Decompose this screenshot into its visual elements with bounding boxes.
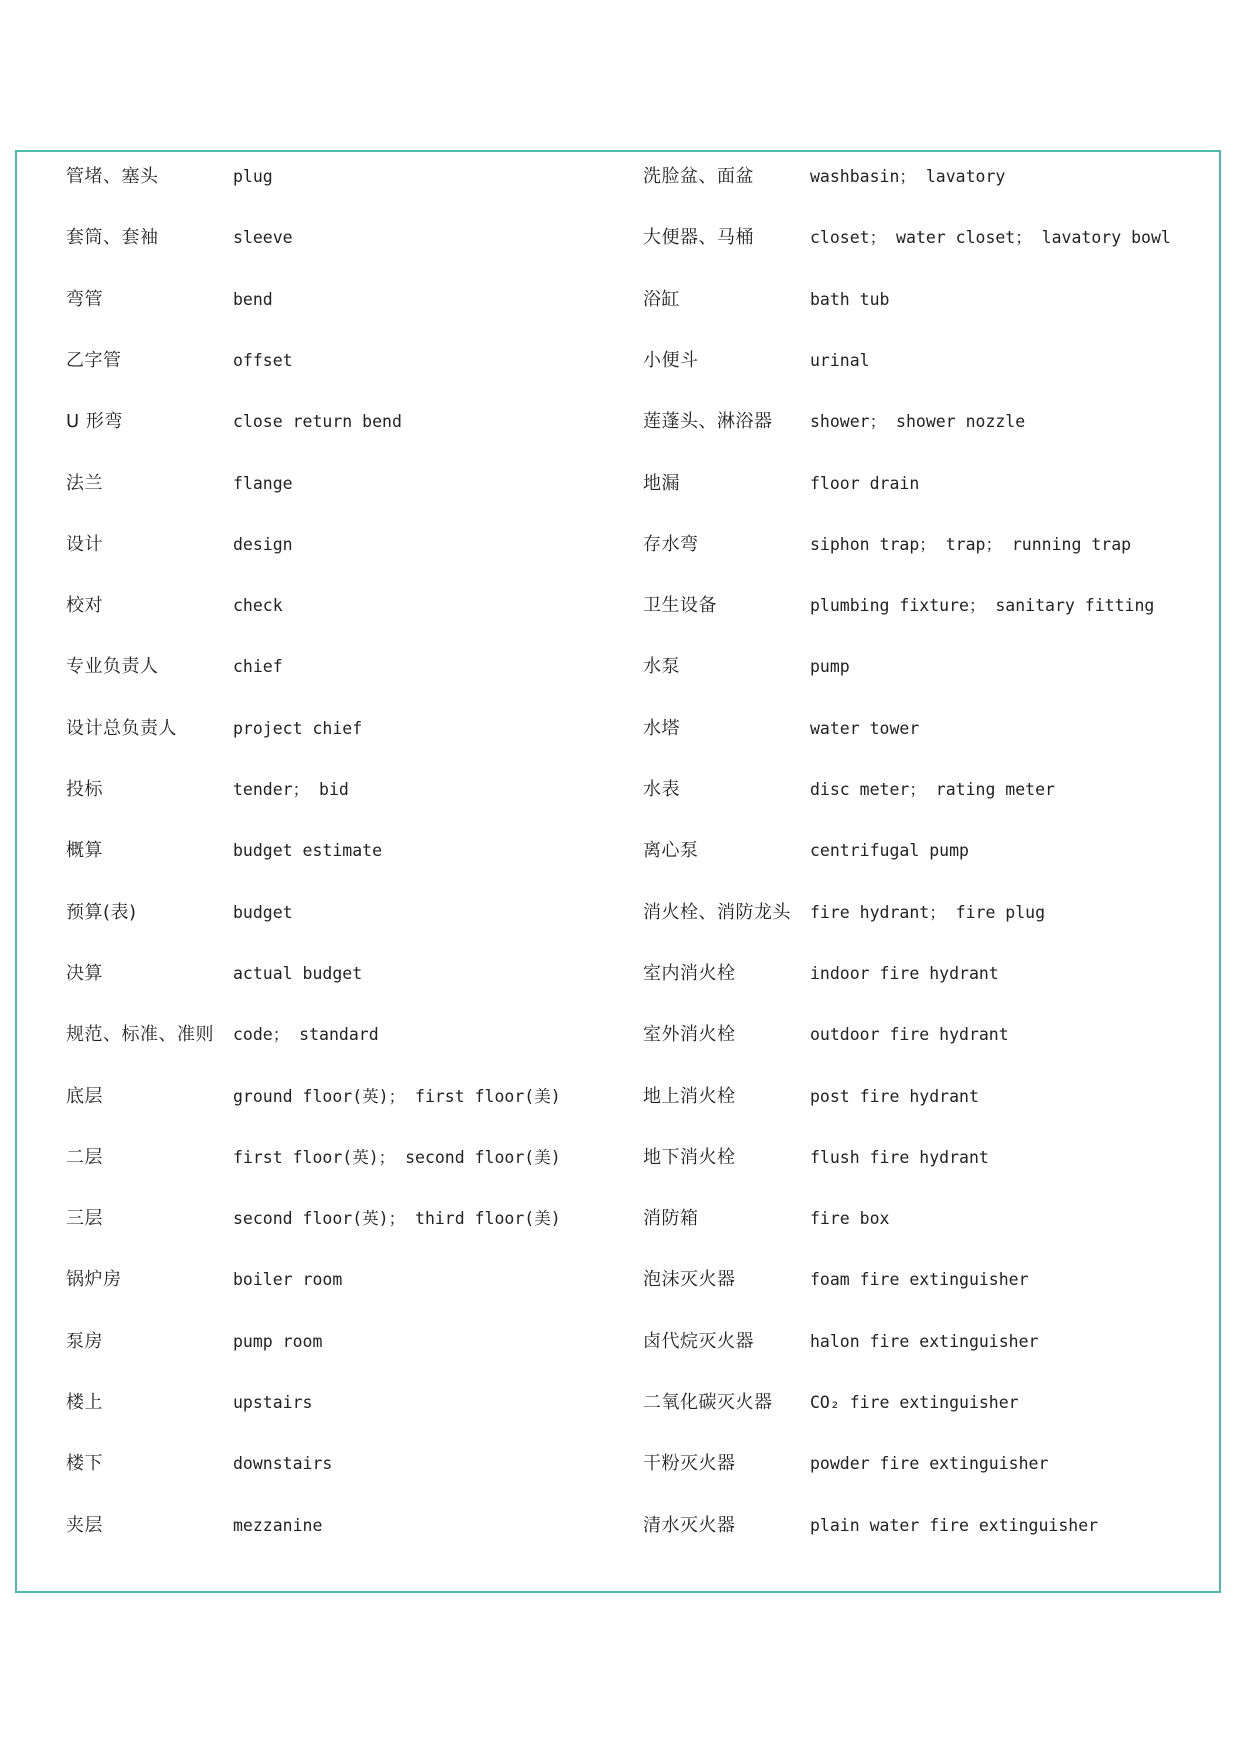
glossary-row — [17, 162, 1219, 192]
term-zh-left: 概算 — [66, 840, 103, 862]
term-en-left: plug — [233, 167, 273, 186]
glossary-frame — [15, 150, 1221, 1593]
glossary-row — [17, 530, 1219, 560]
term-zh-left: 弯管 — [66, 288, 103, 310]
term-en-left: second floor(英)； third floor(美) — [233, 1209, 561, 1229]
term-zh-right: 二氧化碳灭火器 — [643, 1392, 773, 1413]
term-zh-left: 管堵、塞头 — [66, 166, 159, 187]
term-en-left: pump room — [233, 1331, 323, 1351]
term-en-right: foam fire extinguisher — [810, 1270, 1029, 1290]
term-en-right: bath tub — [810, 289, 890, 309]
glossary-row — [17, 836, 1219, 866]
term-en-right: CO₂ fire extinguisher — [810, 1393, 1019, 1412]
glossary-row — [17, 223, 1219, 253]
term-zh-left: 二层 — [66, 1146, 103, 1168]
term-zh-left: 投标 — [66, 779, 103, 800]
term-en-right: disc meter； rating meter — [810, 780, 1055, 799]
term-zh-right: 室外消火栓 — [643, 1024, 736, 1046]
glossary-row — [17, 652, 1219, 682]
term-zh-left: 设计 — [66, 533, 103, 555]
glossary-row — [17, 1082, 1219, 1112]
term-en-right: floor drain — [810, 473, 920, 493]
term-zh-left: 乙字管 — [66, 349, 122, 371]
term-en-left: close return bend — [233, 412, 402, 432]
term-zh-right: 卫生设备 — [643, 595, 717, 617]
term-zh-left: 法兰 — [66, 472, 103, 494]
glossary-row — [17, 407, 1219, 437]
term-en-right: shower； shower nozzle — [810, 412, 1026, 432]
glossary-row — [17, 775, 1219, 805]
term-en-right: post fire hydrant — [810, 1086, 979, 1106]
glossary-row — [17, 959, 1219, 989]
glossary-row — [17, 469, 1219, 499]
term-zh-left: 套筒、套袖 — [66, 227, 159, 249]
term-en-right: urinal — [810, 350, 870, 370]
term-zh-left: 设计总负责人 — [66, 717, 177, 739]
term-en-right: powder fire extinguisher — [810, 1454, 1049, 1474]
term-en-left: offset — [233, 350, 293, 370]
term-en-left: downstairs — [233, 1454, 333, 1474]
term-zh-right: 小便斗 — [643, 349, 699, 371]
term-zh-left: 校对 — [66, 595, 103, 617]
glossary-row — [17, 1449, 1219, 1479]
term-en-right: water tower — [810, 718, 920, 738]
term-zh-right: 地上消火栓 — [643, 1085, 736, 1107]
term-zh-right: 消火栓、消防龙头 — [643, 901, 791, 923]
term-en-left: bend — [233, 289, 273, 309]
term-en-left: budget — [233, 902, 293, 922]
term-en-left: chief — [233, 657, 283, 677]
term-en-right: centrifugal pump — [810, 841, 969, 861]
term-zh-right: 存水弯 — [643, 533, 699, 555]
glossary-row — [17, 1388, 1219, 1418]
term-zh-right: 泡沫灭火器 — [643, 1269, 736, 1291]
term-en-left: first floor(英)； second floor(美) — [233, 1147, 561, 1167]
term-en-right: indoor fire hydrant — [810, 963, 999, 983]
glossary-row — [17, 346, 1219, 376]
term-en-left: tender； bid — [233, 780, 349, 799]
glossary-row — [17, 591, 1219, 621]
term-zh-right: 清水灭火器 — [643, 1514, 736, 1536]
term-zh-left: 底层 — [66, 1085, 103, 1107]
term-zh-left: 专业负责人 — [66, 656, 159, 678]
glossary-row — [17, 1020, 1219, 1050]
term-zh-right: 水泵 — [643, 656, 680, 678]
term-en-right: halon fire extinguisher — [810, 1331, 1039, 1351]
term-en-right: outdoor fire hydrant — [810, 1025, 1009, 1045]
term-en-left: budget estimate — [233, 841, 383, 861]
term-zh-right: 水表 — [643, 779, 680, 800]
term-zh-left: 夹层 — [66, 1514, 103, 1536]
term-en-right: flush fire hydrant — [810, 1147, 989, 1167]
term-zh-left: 楼上 — [66, 1392, 103, 1413]
term-zh-left: 规范、标准、准则 — [66, 1024, 214, 1046]
term-zh-left: 泵房 — [66, 1330, 103, 1352]
term-zh-right: 卤代烷灭火器 — [643, 1330, 754, 1352]
term-en-right: siphon trap； trap； running trap — [810, 534, 1132, 554]
term-en-left: design — [233, 534, 293, 554]
term-zh-right: 洗脸盆、面盆 — [643, 166, 754, 187]
term-zh-left: 楼下 — [66, 1453, 103, 1475]
term-zh-left: 预算(表) — [66, 901, 137, 923]
term-zh-left: 决算 — [66, 962, 103, 984]
term-zh-right: 莲蓬头、淋浴器 — [643, 411, 773, 433]
term-zh-right: 地下消火栓 — [643, 1146, 736, 1168]
term-zh-left: U 形弯 — [66, 411, 123, 433]
term-en-right: pump — [810, 657, 850, 677]
glossary-row — [17, 1143, 1219, 1173]
term-en-left: ground floor(英)； first floor(美) — [233, 1086, 561, 1106]
term-en-left: project chief — [233, 718, 363, 738]
term-en-left: flange — [233, 473, 293, 493]
term-zh-right: 干粉灭火器 — [643, 1453, 736, 1475]
term-zh-right: 大便器、马桶 — [643, 227, 754, 249]
term-en-right: plumbing fixture； sanitary fitting — [810, 596, 1155, 616]
term-en-right: fire box — [810, 1209, 890, 1229]
term-zh-right: 水塔 — [643, 717, 680, 739]
glossary-row — [17, 898, 1219, 928]
term-zh-right: 浴缸 — [643, 288, 680, 310]
term-en-left: code； standard — [233, 1025, 379, 1045]
glossary-row — [17, 1204, 1219, 1234]
term-en-right: plain water fire extinguisher — [810, 1515, 1099, 1535]
term-zh-right: 室内消火栓 — [643, 962, 736, 984]
glossary-row — [17, 1265, 1219, 1295]
term-zh-left: 三层 — [66, 1208, 103, 1230]
term-en-left: sleeve — [233, 228, 293, 248]
term-en-right: fire hydrant； fire plug — [810, 902, 1046, 922]
glossary-row — [17, 714, 1219, 744]
glossary-row — [17, 1511, 1219, 1541]
term-en-left: upstairs — [233, 1393, 313, 1412]
glossary-row — [17, 1327, 1219, 1357]
term-en-right: washbasin； lavatory — [810, 167, 1006, 186]
term-en-left: boiler room — [233, 1270, 343, 1290]
term-en-left: actual budget — [233, 963, 363, 983]
term-en-left: mezzanine — [233, 1515, 323, 1535]
term-zh-right: 消防箱 — [643, 1208, 699, 1230]
term-zh-right: 地漏 — [643, 472, 680, 494]
term-en-left: check — [233, 596, 283, 616]
term-zh-left: 锅炉房 — [66, 1269, 122, 1291]
term-zh-right: 离心泵 — [643, 840, 699, 862]
glossary-row — [17, 285, 1219, 315]
term-en-right: closet； water closet； lavatory bowl — [810, 228, 1171, 248]
